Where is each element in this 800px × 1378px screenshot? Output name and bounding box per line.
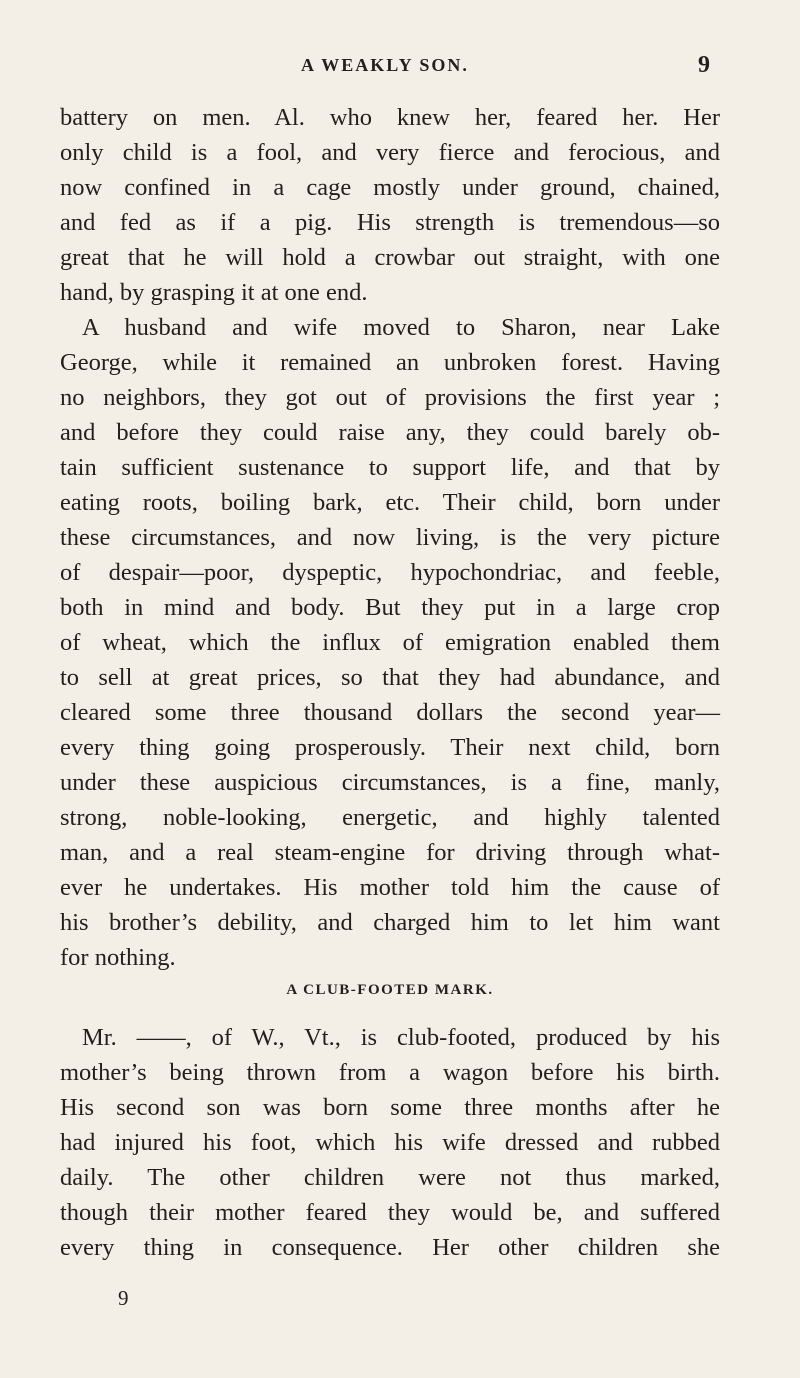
text-line: Mr. ——, of W., Vt., is club-footed, produced by his: [82, 1024, 720, 1051]
text-line: battery on men. Al. who knew her, feared her. Her: [60, 104, 720, 131]
text-line: hand, by grasping it at one end.: [60, 279, 368, 306]
section-heading: A CLUB-FOOTED MARK.: [286, 982, 494, 998]
text-line: eating roots, boiling bark, etc. Their child, born under: [60, 489, 720, 516]
text-line: no neighbors, they got out of provisions the first year ;: [60, 384, 720, 411]
text-line: only child is a fool, and very fierce and ferocious, and: [60, 139, 720, 166]
text-line: every thing going prosperously. Their next child, born: [60, 734, 720, 761]
text-line: under these auspicious circumstances, is a fine, manly,: [60, 769, 720, 796]
text-line: every thing in consequence. Her other children she: [60, 1234, 720, 1261]
text-line: A husband and wife moved to Sharon, near Lake: [82, 314, 720, 341]
text-line: tain sufficient sustenance to support life, and that by: [60, 454, 720, 481]
text-line: of despair—poor, dyspeptic, hypochondriac, and feeble,: [60, 559, 720, 586]
running-title: A WEAKLY SON.: [301, 55, 469, 75]
page-number: 9: [698, 52, 710, 78]
text-line: cleared some three thousand dollars the second year—: [60, 699, 720, 726]
text-line: and fed as if a pig. His strength is tremendous—so: [60, 209, 720, 236]
text-line: George, while it remained an unbroken forest. Having: [60, 349, 720, 376]
text-line: to sell at great prices, so that they had abundance, and: [60, 664, 720, 691]
text-line: His second son was born some three months after he: [60, 1094, 720, 1121]
text-line: his brother’s debility, and charged him to let him want: [60, 909, 720, 936]
running-head: [60, 50, 710, 80]
text-line: for nothing.: [60, 944, 176, 971]
text-line: of wheat, which the influx of emigration enabled them: [60, 629, 720, 656]
signature-mark: 9: [118, 1286, 129, 1310]
text-line: great that he will hold a crowbar out straight, with one: [60, 244, 720, 271]
text-line: these circumstances, and now living, is the very picture: [60, 524, 720, 551]
text-line: daily. The other children were not thus marked,: [60, 1164, 720, 1191]
text-line: though their mother feared they would be, and suffered: [60, 1199, 720, 1226]
text-line: and before they could raise any, they could barely ob-: [60, 419, 720, 446]
text-line: strong, noble-looking, energetic, and highly talented: [60, 804, 720, 831]
text-line: ever he undertakes. His mother told him the cause of: [60, 874, 720, 901]
text-line: mother’s being thrown from a wagon before his birth.: [60, 1059, 720, 1086]
body-text: [60, 100, 720, 1265]
text-line: had injured his foot, which his wife dressed and rubbed: [60, 1129, 720, 1156]
text-line: man, and a real steam-engine for driving through what-: [60, 839, 720, 866]
text-line: now confined in a cage mostly under ground, chained,: [60, 174, 720, 201]
text-line: both in mind and body. But they put in a large crop: [60, 594, 720, 621]
